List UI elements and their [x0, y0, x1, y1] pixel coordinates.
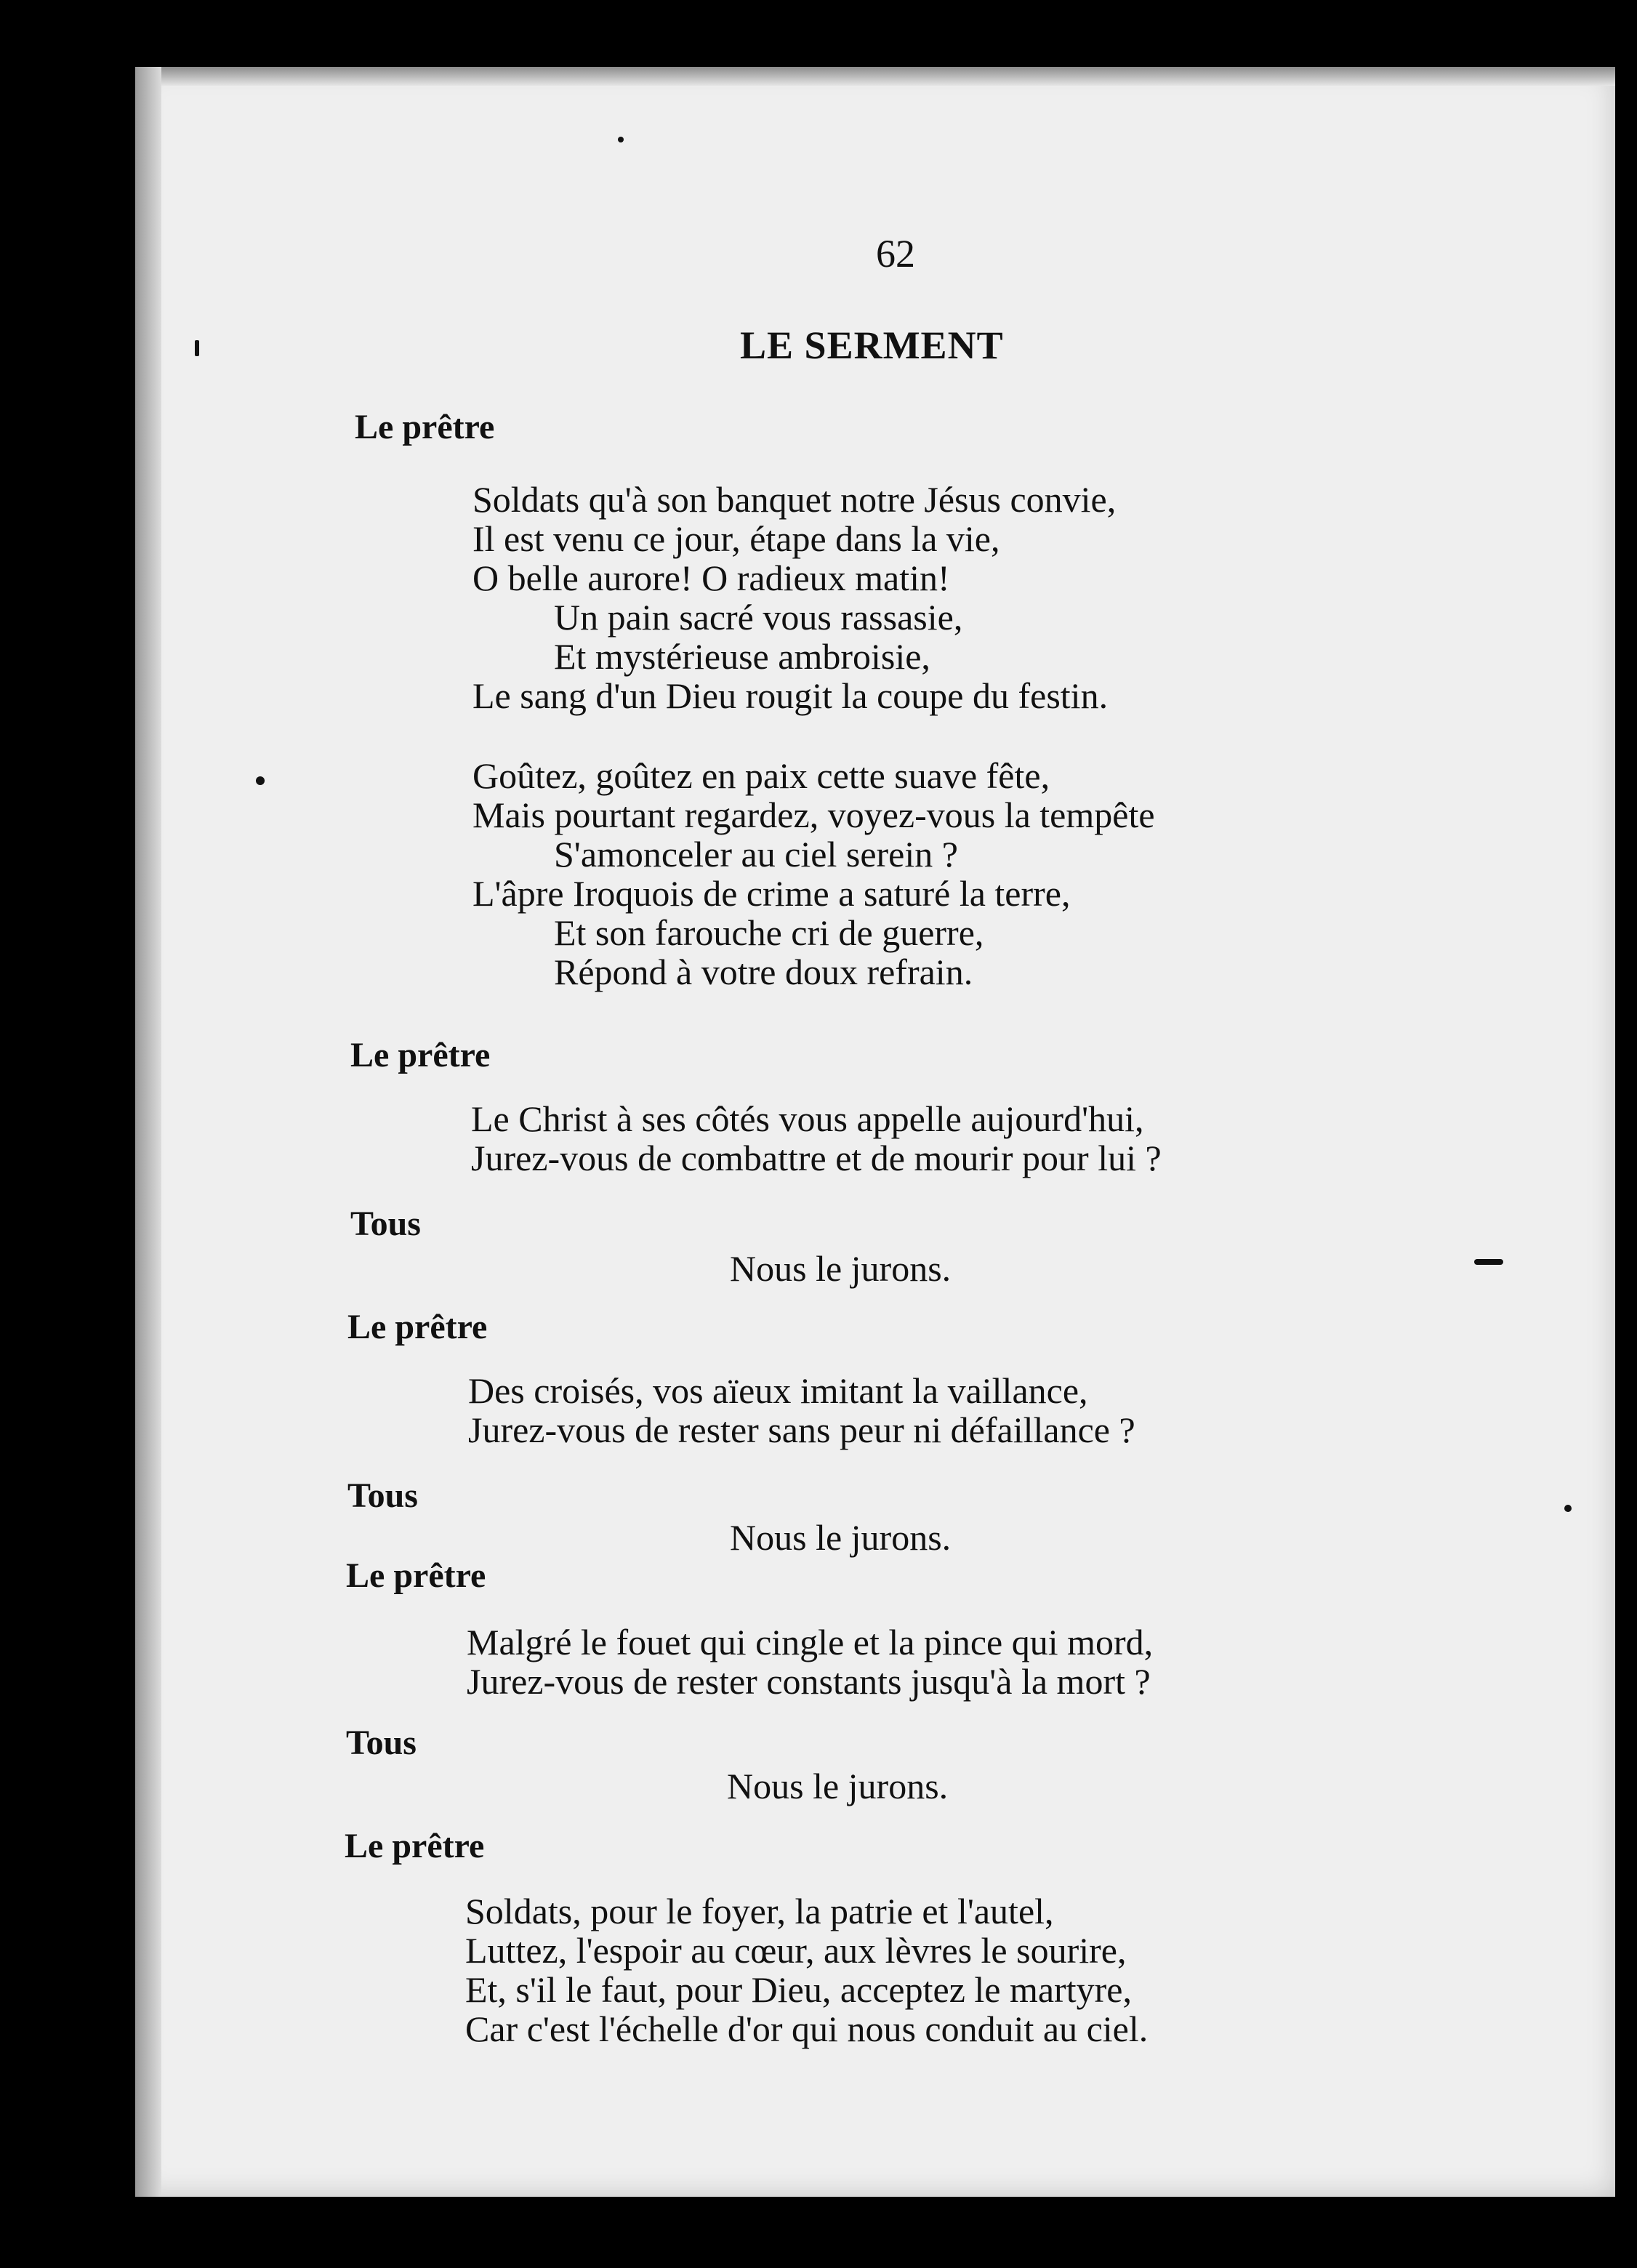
- scan-speck: [1474, 1259, 1503, 1265]
- verse-line: Jurez-vous de rester constants jusqu'à la mort ?: [467, 1661, 1151, 1702]
- verse-line: Et son farouche cri de guerre,: [554, 912, 984, 953]
- verse-line: Soldats, pour le foyer, la patrie et l'autel,: [465, 1891, 1054, 1931]
- scan-speck: [1564, 1505, 1572, 1512]
- page-left-edge: [135, 67, 161, 2197]
- speaker-label: Le prêtre: [346, 1556, 486, 1595]
- verse-line: Le sang d'un Dieu rougit la coupe du festin.: [472, 675, 1109, 716]
- verse-line: Un pain sacré vous rassasie,: [554, 597, 963, 638]
- page-number: 62: [876, 232, 915, 276]
- speaker-label: Tous: [346, 1724, 417, 1762]
- stanza: [472, 480, 1116, 715]
- verse-line: Répond à votre doux refrain.: [554, 952, 973, 992]
- speaker-label: Le prêtre: [345, 1827, 485, 1865]
- speaker-label: Le prêtre: [355, 408, 495, 446]
- verse-line: S'amonceler au ciel serein ?: [554, 834, 958, 874]
- speaker-label: Le prêtre: [350, 1036, 491, 1074]
- stanza: [472, 756, 1155, 992]
- stanza: [467, 1622, 1153, 1701]
- verse-line: Goûtez, goûtez en paix cette suave fête,: [472, 755, 1050, 796]
- scan-speck: [256, 776, 265, 785]
- speaker-label: Tous: [347, 1476, 418, 1515]
- response-line: Nous le jurons.: [730, 1248, 952, 1289]
- verse-line: Il est venu ce jour, étape dans la vie,: [472, 518, 1000, 559]
- verse-line: O belle aurore! O radieux matin!: [472, 558, 950, 598]
- verse-line: Luttez, l'espoir au cœur, aux lèvres le sourire,: [465, 1930, 1127, 1971]
- verse-line: Jurez-vous de rester sans peur ni défaillance ?: [468, 1410, 1135, 1450]
- stanza: [468, 1371, 1135, 1449]
- verse-line: Soldats qu'à son banquet notre Jésus convie,: [472, 479, 1117, 520]
- verse-line: Car c'est l'échelle d'or qui nous conduit au ciel.: [465, 2008, 1149, 2049]
- response-line: Nous le jurons.: [730, 1517, 952, 1558]
- verse-line: Jurez-vous de combattre et de mourir pour lui ?: [471, 1138, 1162, 1178]
- speaker-label: Tous: [350, 1205, 421, 1243]
- verse-line: Malgré le fouet qui cingle et la pince qui mord,: [467, 1622, 1154, 1662]
- verse-line: Des croisés, vos aïeux imitant la vaillance,: [468, 1370, 1088, 1411]
- verse-line: Le Christ à ses côtés vous appelle aujourd'hui,: [471, 1098, 1144, 1139]
- page-title: LE SERMENT: [740, 323, 1004, 367]
- scan-speck: [618, 137, 624, 142]
- verse-line: Et mystérieuse ambroisie,: [554, 636, 930, 677]
- response-line: Nous le jurons.: [727, 1766, 949, 1806]
- verse-line: Et, s'il le faut, pour Dieu, acceptez le martyre,: [465, 1969, 1132, 2010]
- verse-line: Mais pourtant regardez, voyez-vous la tempête: [472, 795, 1155, 835]
- stanza: [471, 1099, 1162, 1178]
- page-top-edge: [135, 67, 1615, 86]
- scan-speck: [195, 340, 199, 356]
- stanza: [465, 1891, 1148, 2048]
- verse-line: L'âpre Iroquois de crime a saturé la terre,: [472, 873, 1071, 914]
- speaker-label: Le prêtre: [347, 1308, 488, 1346]
